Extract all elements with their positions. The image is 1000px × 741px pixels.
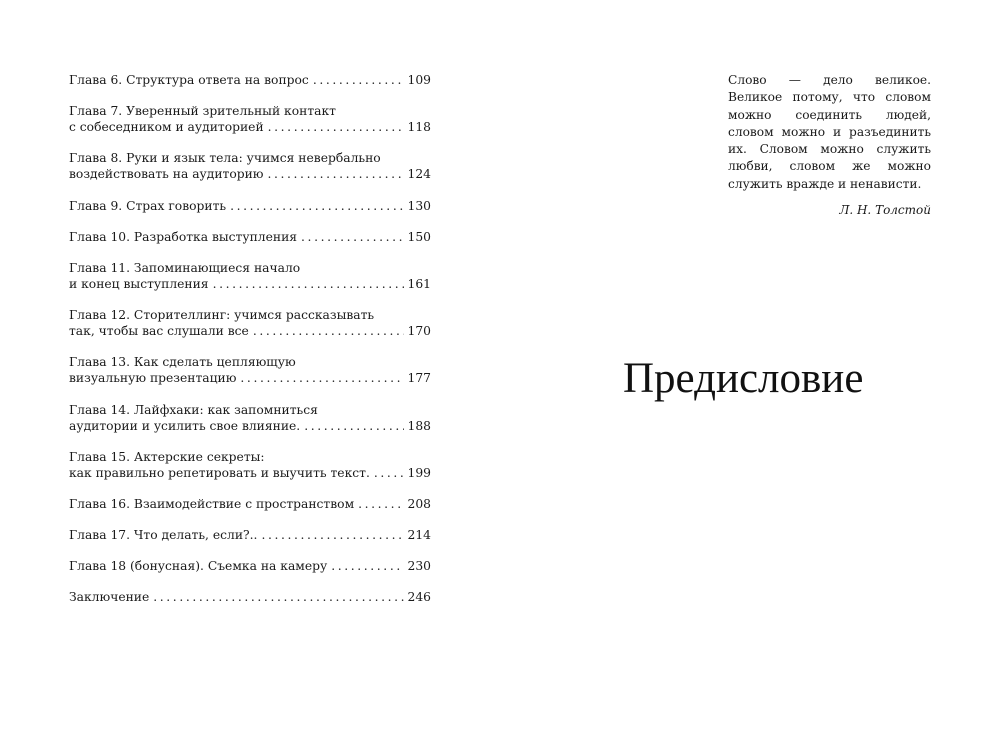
toc-entry-row [69,166,431,182]
toc-page-number: 208 [407,496,431,511]
toc-page-number: 246 [407,590,431,605]
toc-dot-leader [230,198,403,214]
toc-entry-row [69,198,431,214]
toc-entry-title-line: и конец выступления [69,276,209,291]
toc-entry [69,103,431,135]
toc-entry-title-line: Глава 17. Что делать, если?.. [69,528,258,543]
toc-page-number: 109 [407,73,431,87]
epigraph-author: Л. Н. Толстой [839,203,931,218]
toc-entry-title-line: Глава 15. Актерские секреты: [69,449,265,464]
toc-dot-leader [253,323,404,339]
toc-entry-title-line: Глава 13. Как сделать цепляющую [69,355,296,370]
toc-page-number: 124 [407,167,431,182]
toc-entry [69,260,431,292]
toc-dot-leader [304,418,403,434]
toc-page-number: 214 [407,528,431,543]
toc-page-number: 161 [407,276,431,291]
toc-entry-title-line: с собеседником и аудиторией [69,120,264,135]
toc-page-number: 118 [407,120,431,135]
toc-entry [69,150,431,182]
toc-entry-row [69,418,431,434]
toc-entry [69,558,431,574]
preface-title: Предисловие [623,355,864,402]
toc-entry [69,72,431,88]
toc-entry-title-line: Заключение [69,590,150,605]
toc-entry-title-line: визуальную презентацию [69,371,237,386]
toc-entry-title-line: Глава 8. Руки и язык тела: учимся невербально [69,151,381,166]
epigraph [728,72,931,217]
right-page [500,0,1000,741]
toc-dot-leader [313,72,404,88]
toc-entry-title-line: Глава 16. Взаимодействие с пространством [69,496,355,511]
toc-dot-leader [153,589,403,605]
toc-entry-title-line: воздействовать на аудиторию [69,167,264,182]
toc-entry [69,354,431,386]
toc-page-number: 230 [407,559,431,574]
toc-entry-title-line: Глава 12. Сторителлинг: учимся рассказывать [69,308,375,323]
toc-page-number: 170 [407,324,431,339]
toc-entry-title-line: Глава 11. Запоминающиеся начало [69,260,301,275]
toc-entry-row [69,323,431,339]
toc-entry [69,307,431,339]
toc-entry [69,449,431,481]
toc-dot-leader [331,558,403,574]
table-of-contents [69,72,431,621]
toc-entry [69,589,431,605]
toc-entry [69,527,431,543]
toc-entry [69,229,431,245]
toc-page-number: 188 [407,418,431,433]
toc-entry-title-line: Глава 9. Страх говорить [69,198,227,213]
toc-entry-title-line: Глава 6. Структура ответа на вопрос [69,73,309,87]
toc-entry-row [69,589,431,605]
toc-dot-leader [261,527,403,543]
toc-dot-leader [268,166,404,182]
toc-entry-row [69,276,431,292]
toc-entry-title-line: аудитории и усилить свое влияние. [69,418,301,433]
toc-entry-row [69,229,431,245]
toc-dot-leader [358,496,403,512]
toc-entry [69,496,431,512]
toc-entry-row [69,72,431,88]
toc-page-number: 150 [407,229,431,244]
toc-page-number: 199 [407,465,431,480]
toc-entry [69,402,431,434]
toc-entry-title-line: так, чтобы вас слушали все [69,324,249,339]
epigraph-text: Слово — дело великое. Великое потому, что словом можно соединить людей, словом можно и разъединить их. Словом можно служить любви, словом же можно служить вражде и ненависти. [728,73,931,191]
toc-entry-row [69,558,431,574]
toc-entry-title-line: Глава 14. Лайфхаки: как запомниться [69,402,318,417]
toc-page-number: 130 [407,198,431,213]
toc-entry-title-line: Глава 18 (бонусная). Съемка на камеру [69,559,328,574]
toc-entry-row [69,527,431,543]
toc-entry-row [69,496,431,512]
toc-entry-title-line: как правильно репетировать и выучить текст. [69,465,370,480]
toc-entry-title-line: Глава 7. Уверенный зрительный контакт [69,104,336,119]
toc-entry-row [69,370,431,386]
toc-entry [69,198,431,214]
toc-dot-leader [213,276,404,292]
toc-dot-leader [268,119,404,135]
toc-entry-row [69,465,431,481]
toc-dot-leader [301,229,403,245]
toc-dot-leader [240,370,403,386]
toc-dot-leader [374,465,404,481]
toc-entry-title-line: Глава 10. Разработка выступления [69,229,298,244]
toc-entry-row [69,119,431,135]
toc-page-number: 177 [407,371,431,386]
